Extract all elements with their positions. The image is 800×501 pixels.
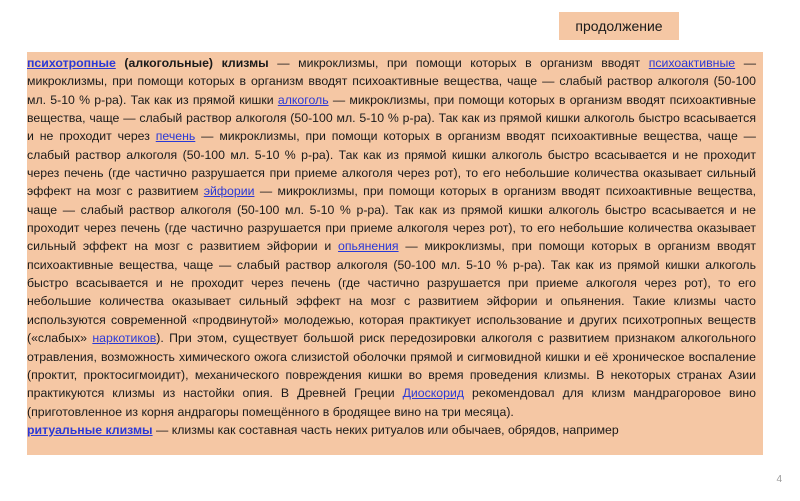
text-run: — микроклизмы, при помощи которых в организм вводят психоактивные вещества, чаще — слабый раствор алкоголя (50-100 мл. 5-10 % р-ра). Так как из прямой кишки алкоголь быстро всасывается и не проходит через печень (где частично разрушается при приеме алкоголя через рот), то его небольшие количества оказывает сильный эффект на мозг с развитием [27,129,756,199]
body-text [27,54,756,439]
paragraph-psychotropic-enemas [27,54,756,421]
hyperlink[interactable]: наркотиков [92,331,157,346]
text-run: — микроклизмы, при помощи которых в организм вводят психоактивные вещества, чаще — слабый раствор алкоголя (50-100 мл. 5-10 % р-ра). Так как из прямой кишки [27,56,757,107]
text-run: — микроклизмы, при помощи которых в организм вводят психоактивные вещества, чаще — слабый раствор алкоголя (50-100 мл. 5-10 % р-ра). Так как из прямой кишки алкоголь быстро всасывается и не проходит через печень (где частично разрушается при приеме алкоголя через рот), то его небольшие количества оказывает сильный эффект на мозг с развитием эйфории и [27,184,756,254]
hyperlink[interactable]: психоактивные [648,56,736,70]
hyperlink[interactable]: опьянения [338,239,399,254]
hyperlink[interactable]: эйфории [203,184,255,199]
hyperlink[interactable]: алкоголь [277,92,329,107]
text-run: — микроклизмы, при помощи которых в организм вводят [268,56,649,70]
hyperlink[interactable]: психотропные [27,56,116,70]
bold-term: (алкогольные) клизмы [115,56,269,70]
hyperlink[interactable]: Диоскорид [402,386,465,401]
continuation-badge: продолжение [559,12,679,40]
hyperlink[interactable]: ритуальные клизмы [27,422,153,437]
hyperlink[interactable]: печень [155,129,196,144]
text-run: — клизмы как составная часть неких ритуалов или обычаев, обрядов, например [152,422,619,437]
text-run: — микроклизмы, при помощи которых в организм вводят психоактивные вещества, чаще — слабый раствор алкоголя (50-100 мл. 5-10 % р-ра). Так как из прямой кишки алкоголь быстро всасывается и не проходит через [27,92,756,144]
text-run: рекомендовал для клизм мандрагоровое вино (приготовленное из корня андрагоры помещённого в бродящее вино на три месяца). [27,386,756,419]
text-run: — микроклизмы, при помощи которых в организм вводят психоактивные вещества, чаще — слабый раствор алкоголя (50-100 мл. 5-10 % р-ра). Так как из прямой кишки алкоголь быстро всасывается и не проходит через печень (где частично разрушается при приеме алкоголя через рот), то его небольшие количества оказывает сильный эффект на мозг с развитием эйфории и опьянения. Такие клизмы часто используются современной «продвинутой» молодежью, которая практикует использование и других психотропных веществ («слабых» [27,239,756,346]
paragraph-ritual-enemas [27,421,756,439]
page-number: 4 [776,474,782,485]
text-run: ). При этом, существует большой риск передозировки алкоголя с развитием признаком алкогольного отравления, возможность химического ожога слизистой оболочки прямой и сигмовидной кишки и её хроническое воспаление (проктит, проктосигмоидит), механического повреждения кишки во время проведения клизмы. В некоторых странах Азии практикуются клизмы из настойки опия. В Древней Греции [27,331,756,401]
